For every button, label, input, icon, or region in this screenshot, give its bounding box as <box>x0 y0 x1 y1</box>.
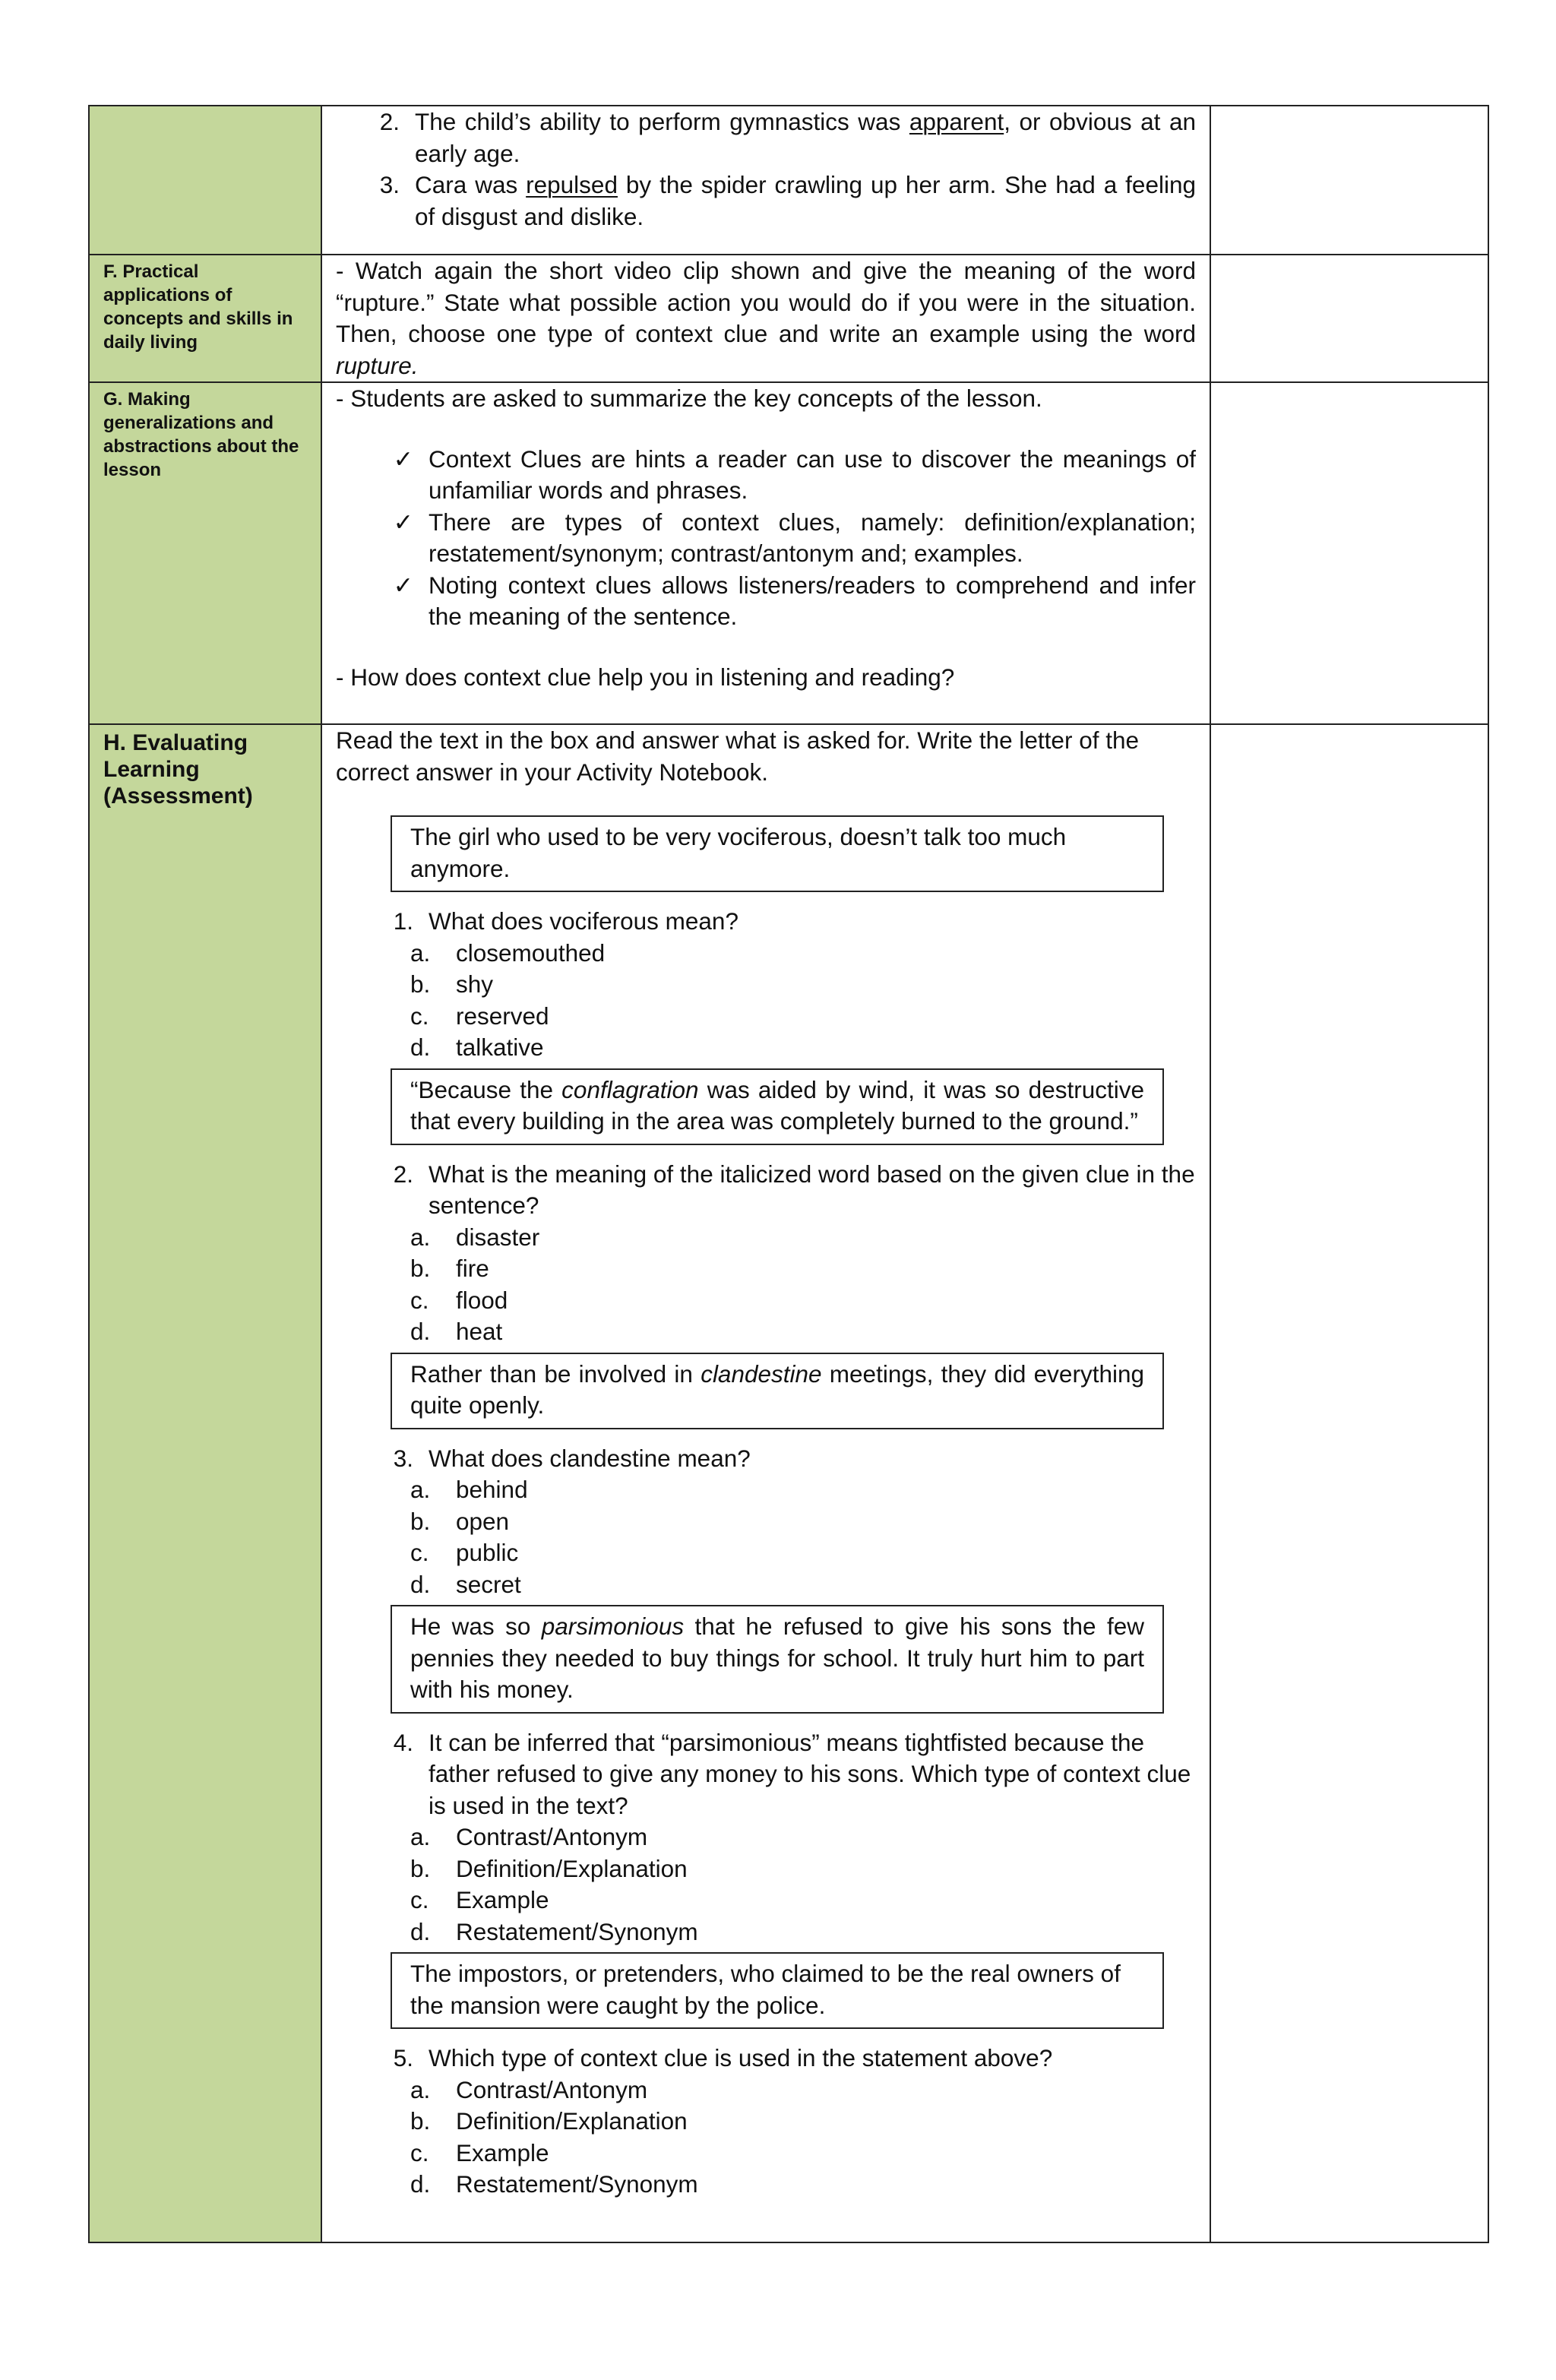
text-box: “Because the conflagration was aided by wind, it was so destructive that every building in the area was completely burned to the ground.” <box>391 1068 1164 1145</box>
text-box: Rather than be involved in clandestine meetings, they did everything quite openly. <box>391 1353 1164 1429</box>
answer-option: c. Example <box>410 1886 549 1913</box>
answer-option: c. flood <box>410 1286 508 1314</box>
answer-option: d. heat <box>410 1318 503 1345</box>
answer-option: c. Example <box>410 2138 549 2166</box>
label-cell-h <box>89 724 321 2242</box>
text-box: He was so parsimonious that he refused to give his sons the few pennies they needed to buy things for school. It truly hurt him to part with his money. <box>391 1605 1164 1714</box>
row-label: H. Evaluating Learning (Assessment) <box>103 730 253 809</box>
answer-option: b. fire <box>410 1255 489 1282</box>
question: 2. What is the meaning of the italicized word based on the given clue in the sentence? <box>393 1160 1195 1219</box>
checklist-item: ✓ Context Clues are hints a reader can use to discover the meanings of unfamiliar words and phrases. <box>336 444 1196 507</box>
remarks-cell <box>1210 382 1488 724</box>
row-label: F. Practical applications of concepts and skills in daily living <box>103 261 293 353</box>
label-cell-f <box>89 255 321 382</box>
answer-option: a. Contrast/Antonym <box>410 2075 648 2103</box>
question: 4. It can be inferred that “parsimonious” means tightfisted because the father refused to give any money to his sons. Which type of context clue is used in the text? <box>393 1728 1191 1819</box>
content-cell-f: - Watch again the short video clip shown and give the meaning of the word “rupture.” State what possible action you would do if you were in the situation. Then, choose one type of context clue and write an example using the word rupture. <box>321 255 1210 382</box>
question: 5. Which type of context clue is used in the statement above? <box>393 2044 1053 2071</box>
row-f-practical-applications <box>89 255 1488 382</box>
question: 3. What does clandestine mean? <box>393 1444 751 1472</box>
answer-option: d. Restatement/Synonym <box>410 2170 698 2198</box>
answer-option: d. Restatement/Synonym <box>410 1917 698 1945</box>
answer-option: a. disaster <box>410 1223 540 1251</box>
row-label: G. Making generalizations and abstractions about the lesson <box>103 389 299 480</box>
list-item: 2. The child’s ability to perform gymnastics was apparent, or obvious at an early age. <box>379 108 1196 167</box>
content-cell-continuation <box>321 106 1210 255</box>
checklist-item: ✓ There are types of context clues, namely: definition/explanation; restatement/synonym; contrast/antonym and; examples. <box>336 507 1196 570</box>
answer-option: b. Definition/Explanation <box>410 1854 688 1882</box>
checkmark-icon: ✓ <box>393 508 413 536</box>
answer-option: d. secret <box>410 1570 521 1598</box>
label-cell-g <box>89 382 321 724</box>
instructions: Read the text in the box and answer what is asked for. Write the letter of the correct answer in your Activity Notebook. <box>336 726 1140 786</box>
answer-option: c. reserved <box>410 1002 549 1030</box>
checkmark-icon: ✓ <box>393 571 413 599</box>
answer-option: d. talkative <box>410 1033 544 1061</box>
lesson-plan-table <box>88 105 1489 2243</box>
checkmark-icon: ✓ <box>393 445 413 473</box>
remarks-cell <box>1210 106 1488 255</box>
answer-option: b. shy <box>410 970 494 998</box>
question: 1. What does vociferous mean? <box>393 907 738 935</box>
list-item: 3. Cara was repulsed by the spider crawling up her arm. She had a feeling of disgust and dislike. <box>379 171 1196 230</box>
content-cell-g <box>321 382 1210 724</box>
row-continuation <box>89 106 1488 255</box>
remarks-cell <box>1210 255 1488 382</box>
text-box: The girl who used to be very vociferous, doesn’t talk too much anymore. <box>391 815 1164 892</box>
checklist-item: ✓ Noting context clues allows listeners/readers to comprehend and infer the meaning of the sentence. <box>336 570 1196 633</box>
row-g-generalizations <box>89 382 1488 724</box>
intro-text: - Students are asked to summarize the key concepts of the lesson. <box>336 385 1042 412</box>
answer-option: a. behind <box>410 1476 528 1503</box>
remarks-cell <box>1210 724 1488 2242</box>
answer-option: a. closemouthed <box>410 938 606 967</box>
answer-option: a. Contrast/Antonym <box>410 1823 648 1850</box>
answer-option: b. Definition/Explanation <box>410 2107 688 2135</box>
text-box: The impostors, or pretenders, who claimed to be the real owners of the mansion were caught by the police. <box>391 1952 1164 2029</box>
content-cell-h <box>321 724 1210 2242</box>
answer-option: b. open <box>410 1507 510 1535</box>
reflection-question: - How does context clue help you in listening and reading? <box>336 663 955 691</box>
row-h-evaluating-learning <box>89 724 1488 2242</box>
label-cell-empty <box>89 106 321 255</box>
answer-option: c. public <box>410 1539 519 1566</box>
